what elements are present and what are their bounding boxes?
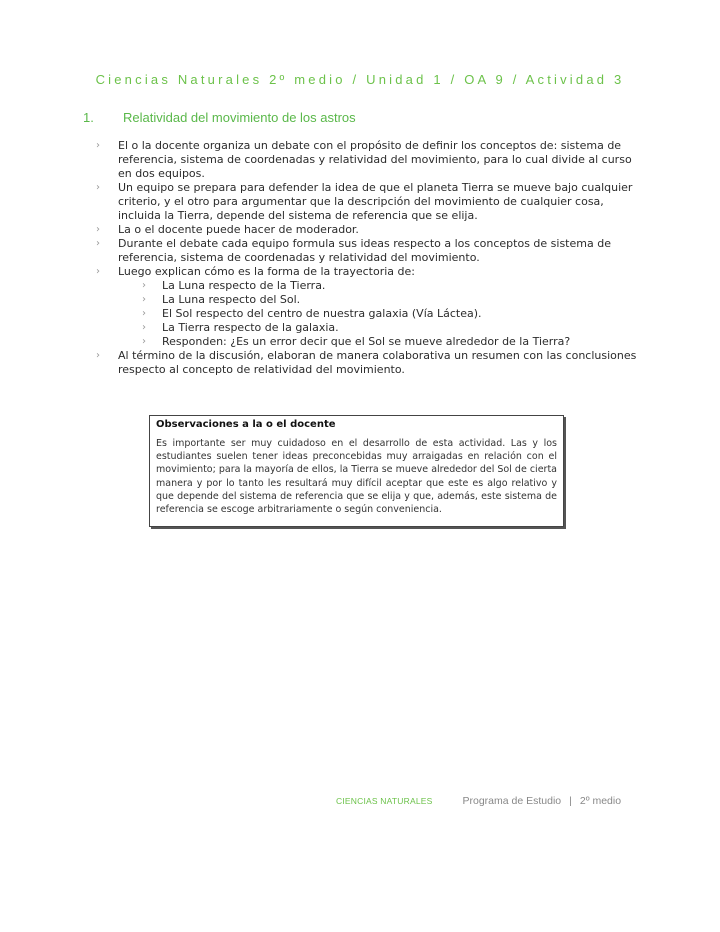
footer-subject: CIENCIAS NATURALES [336, 796, 433, 806]
footer-grade: 2º medio [579, 795, 622, 807]
sublist-item [142, 321, 641, 335]
list-item-text: Un equipo se prepara para defender la idea de que el planeta Tierra se mueve bajo cualquier criterio, y el otro para argumentar que la descripción del movimiento de cualquier cosa, incluida la Tierra, depende del sistema de referencia que se elija. [118, 181, 633, 222]
list-item [96, 349, 641, 377]
observations-title: Observaciones a la o el docente [156, 419, 336, 430]
list-item [96, 223, 641, 237]
section-title: Relatividad del movimiento de los astros [123, 110, 356, 125]
activity-list [96, 139, 641, 377]
page-header-breadcrumb: Ciencias Naturales 2º medio / Unidad 1 / OA 9 / Actividad 3 [95, 72, 625, 87]
sublist-item-text: La Luna respecto de la Tierra. [162, 279, 326, 292]
sublist-item [142, 335, 641, 349]
sublist-item-text: Responden: ¿Es un error decir que el Sol se mueve alrededor de la Tierra? [162, 335, 571, 348]
sublist-item-text: La Tierra respecto de la galaxia. [162, 321, 339, 334]
sublist-item [142, 279, 641, 293]
footer-program: Programa de Estudio [462, 795, 562, 807]
bullet-icon: › [96, 182, 100, 193]
section-heading [83, 110, 356, 125]
footer-separator: | [569, 795, 572, 807]
sublist-item-text: El Sol respecto del centro de nuestra galaxia (Vía Láctea). [162, 307, 482, 320]
list-item-text: Luego explican cómo es la forma de la trayectoria de: [118, 265, 415, 278]
bullet-icon: › [142, 280, 146, 291]
bullet-icon: › [142, 294, 146, 305]
list-item-text: Al término de la discusión, elaboran de manera colaborativa un resumen con las conclusiones respecto al concepto de relatividad del movimiento. [118, 349, 637, 376]
trajectory-sublist [118, 279, 641, 349]
sublist-item-text: La Luna respecto del Sol. [162, 293, 301, 306]
bullet-icon: › [96, 140, 100, 151]
sublist-item [142, 307, 641, 321]
observations-text: Es importante ser muy cuidadoso en el desarrollo de esta actividad. Las y los estudiantes suelen tener ideas preconcebidas muy arraigadas en relación con el movimiento; para la mayoría de ellos, la Tierra se mueve alrededor del Sol de cierta manera y por lo tanto les resultará muy difícil aceptar que este es algo relativo y que depende del sistema de referencia que se elija y que, además, este sistema de referencia se escoge arbitrariamente o según conveniencia. [156, 438, 557, 516]
list-item [96, 181, 641, 223]
teacher-observations-box [149, 415, 564, 527]
list-item-text: El o la docente organiza un debate con el propósito de definir los conceptos de: sistema de referencia, sistema de coordenadas y relatividad del movimiento, para lo cual divide al curso en dos equipos. [118, 139, 632, 180]
bullet-icon: › [142, 308, 146, 319]
bullet-icon: › [96, 266, 100, 277]
sublist-item [142, 293, 641, 307]
list-item-text: Durante el debate cada equipo formula sus ideas respecto a los conceptos de sistema de referencia, sistema de coordenadas y relatividad del movimiento. [118, 237, 611, 264]
list-item [96, 265, 641, 349]
section-number: 1. [83, 110, 94, 125]
page-footer [336, 795, 621, 807]
list-item [96, 237, 641, 265]
list-item [96, 139, 641, 181]
bullet-icon: › [142, 336, 146, 347]
bullet-icon: › [96, 238, 100, 249]
bullet-icon: › [142, 322, 146, 333]
bullet-icon: › [96, 224, 100, 235]
bullet-icon: › [96, 350, 100, 361]
list-item-text: La o el docente puede hacer de moderador. [118, 223, 359, 236]
